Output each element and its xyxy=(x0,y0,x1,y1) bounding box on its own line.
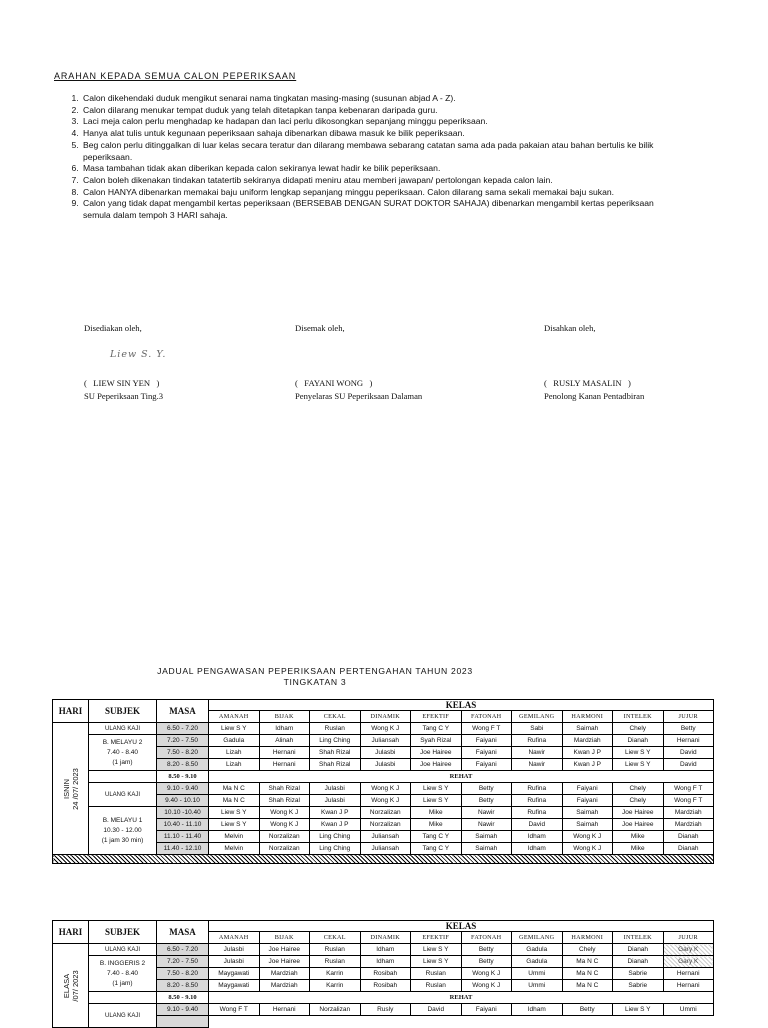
invigilator-cell: Mike xyxy=(411,819,462,831)
invigilator-cell: Dianah xyxy=(613,944,664,956)
invigilator-cell: Liew S Y xyxy=(613,759,664,771)
invigilator-cell: Shah Rizal xyxy=(259,783,310,795)
invigilator-cell: Joe Hairee xyxy=(411,759,462,771)
invigilator-cell: Joe Hairee xyxy=(259,944,310,956)
invigilator-cell: Faiyani xyxy=(562,783,613,795)
subjek-header: SUBJEK xyxy=(89,700,157,723)
invigilator-cell: David xyxy=(411,1004,462,1016)
invigilator-cell: Sabrie xyxy=(613,980,664,992)
invigilator-cell: Julasbi xyxy=(360,759,411,771)
invigilator-cell: Norzalizan xyxy=(360,819,411,831)
invigilator-cell: Kwan J P xyxy=(562,759,613,771)
time-slot xyxy=(157,1016,209,1028)
time-slot: 7.20 - 7.50 xyxy=(157,735,209,747)
instructions-heading: ARAHAN KEPADA SEMUA CALON PEPERIKSAAN xyxy=(54,71,297,81)
invigilator-cell: Faiyani xyxy=(562,795,613,807)
class-header-bijak: BIJAK xyxy=(259,932,310,944)
invigilator-cell: Ummi xyxy=(512,968,563,980)
invigilator-cell: Alinah xyxy=(259,735,310,747)
invigilator-cell: Mardziah xyxy=(663,819,714,831)
prepared-by-name: ( LIEW SIN YEN ) xyxy=(84,378,160,388)
invigilator-cell: Shah Rizal xyxy=(310,747,361,759)
day-name: ISNIN xyxy=(61,778,71,799)
masa-header: MASA xyxy=(157,921,209,944)
invigilator-cell: Rosibah xyxy=(360,980,411,992)
invigilator-cell: Gadula xyxy=(209,735,260,747)
instruction-item: 6. Masa tambahan tidak akan diberikan kepada calon sekiranya lewat hadir ke bilik peperiksaan. xyxy=(81,163,661,175)
class-header-gemilang: GEMILANG xyxy=(512,711,563,723)
invigilator-cell: Tang C Y xyxy=(411,831,462,843)
invigilator-cell: Liew S Y xyxy=(209,807,260,819)
invigilator-cell: Idham xyxy=(512,831,563,843)
invigilator-cell: Norzalizan xyxy=(310,1004,361,1016)
invigilator-cell: Wong K J xyxy=(360,783,411,795)
schedule-table-day2 xyxy=(52,920,714,1028)
invigilator-cell: Betty xyxy=(461,795,512,807)
invigilator-cell: Kwan J P xyxy=(310,807,361,819)
hatched-divider xyxy=(53,855,714,864)
checked-by-role: Penyelaras SU Peperiksaan Dalaman xyxy=(295,391,423,401)
invigilator-cell: Hernani xyxy=(259,759,310,771)
invigilator-cell: Lizah xyxy=(209,759,260,771)
time-slot: 8.20 - 8.50 xyxy=(157,759,209,771)
time-slot: 10.40 - 11.10 xyxy=(157,819,209,831)
day-date: /07/ 2023 xyxy=(70,969,80,1002)
invigilator-cell: Betty xyxy=(461,783,512,795)
class-header-bijak: BIJAK xyxy=(259,711,310,723)
invigilator-cell: Melvin xyxy=(209,843,260,855)
class-header-jujur: JUJUR xyxy=(663,711,714,723)
invigilator-cell: Saimah xyxy=(562,819,613,831)
approved-by-label: Disahkan oleh, xyxy=(544,323,596,333)
invigilator-cell: Juliansah xyxy=(360,735,411,747)
class-header-intelek: INTELEK xyxy=(613,932,664,944)
subject-cell: B. INGGERIS 2 7.40 - 8.40 (1 jam) xyxy=(89,956,157,992)
invigilator-cell: Liew S Y xyxy=(411,783,462,795)
invigilator-cell: Syah Rizal xyxy=(411,735,462,747)
time-slot: 11.10 - 11.40 xyxy=(157,831,209,843)
class-header-efektif: EFEKTIF xyxy=(411,932,462,944)
invigilator-cell: Idham xyxy=(259,723,310,735)
checked-by-label: Disemak oleh, xyxy=(295,323,345,333)
invigilator-cell: Liew S Y xyxy=(411,944,462,956)
invigilator-cell: Ma N C xyxy=(209,795,260,807)
invigilator-cell: Joe Hairee xyxy=(259,956,310,968)
invigilator-cell: Rufina xyxy=(512,783,563,795)
schedule-title: JADUAL PENGAWASAN PEPERIKSAAN PERTENGAHAN TAHUN 2023 xyxy=(157,666,473,676)
time-slot: 9.40 - 10.10 xyxy=(157,795,209,807)
invigilator-cell: Tang C Y xyxy=(411,723,462,735)
kelas-header: KELAS xyxy=(209,700,714,711)
invigilator-cell: Ruslan xyxy=(310,723,361,735)
invigilator-cell: Rufina xyxy=(512,735,563,747)
subject-cell-empty xyxy=(89,992,157,1004)
invigilator-cell: Juliansah xyxy=(360,831,411,843)
instruction-item: 5. Beg calon perlu ditinggalkan di luar kelas secara teratur dan dilarang membawa sebarang catatan sama ada pada pakaian atau bahan bertulis ke bilik peperiksaan. xyxy=(81,140,661,163)
instruction-item: 2. Calon dilarang menukar tempat duduk yang telah ditetapkan tanpa kebenaran daripada guru. xyxy=(81,105,661,117)
prepared-by-role: SU Peperiksaan Ting.3 xyxy=(84,391,164,401)
invigilator-cell: Ling Ching xyxy=(310,831,361,843)
subject-cell: B. MELAYU 1 10.30 - 12.00 (1 jam 30 min) xyxy=(89,807,157,855)
invigilator-cell: Mike xyxy=(613,843,664,855)
masa-header: MASA xyxy=(157,700,209,723)
invigilator-cell: Liew S Y xyxy=(209,819,260,831)
subject-cell: ULANG KAJI xyxy=(89,783,157,807)
invigilator-cell: Karrin xyxy=(310,980,361,992)
invigilator-cell: Joe Hairee xyxy=(411,747,462,759)
invigilator-cell: Wong K J xyxy=(360,723,411,735)
invigilator-cell: Wong K J xyxy=(259,819,310,831)
class-header-dinamik: DINAMIK xyxy=(360,711,411,723)
invigilator-cell: David xyxy=(663,759,714,771)
invigilator-cell: Wong F T xyxy=(209,1004,260,1016)
invigilator-cell: Liew S Y xyxy=(613,1004,664,1016)
invigilator-cell: Rosibah xyxy=(360,968,411,980)
time-slot: 9.10 - 9.40 xyxy=(157,1004,209,1016)
instruction-item: 1. Calon dikehendaki duduk mengikut senarai nama tingkatan masing-masing (susunan abjad A - Z). xyxy=(81,93,661,105)
invigilator-cell: Ruslan xyxy=(411,968,462,980)
invigilator-cell: Rufina xyxy=(512,807,563,819)
time-slot: 10.10 -10.40 xyxy=(157,807,209,819)
invigilator-cell: Hernani xyxy=(259,1004,310,1016)
invigilator-cell: Chely xyxy=(613,795,664,807)
invigilator-cell: Nawir xyxy=(461,819,512,831)
invigilator-cell: Mardziah xyxy=(663,807,714,819)
instruction-item: 3. Laci meja calon perlu menghadap ke hadapan dan laci perlu dikosongkan sepanjang minggu peperiksaan. xyxy=(81,116,661,128)
invigilator-cell: Julasbi xyxy=(360,747,411,759)
class-header-fatonah: FATONAH xyxy=(461,932,512,944)
invigilator-cell: Dianah xyxy=(663,831,714,843)
invigilator-cell: Maygawati xyxy=(209,968,260,980)
invigilator-cell: Idham xyxy=(512,843,563,855)
invigilator-cell: Sabrie xyxy=(613,968,664,980)
break-time: 8.50 - 9.10 xyxy=(157,771,209,783)
invigilator-cell: Wong F T xyxy=(663,795,714,807)
invigilator-cell: Ruslan xyxy=(411,980,462,992)
invigilator-cell: Saimah xyxy=(562,807,613,819)
invigilator-cell: Liew S Y xyxy=(411,956,462,968)
class-header-gemilang: GEMILANG xyxy=(512,932,563,944)
time-slot: 6.50 - 7.20 xyxy=(157,944,209,956)
invigilator-cell: Betty xyxy=(562,1004,613,1016)
invigilator-cell: Ummi xyxy=(512,980,563,992)
invigilator-cell: Rusly xyxy=(360,1004,411,1016)
subject-cell: ULANG KAJI xyxy=(89,723,157,735)
invigilator-cell: Rufina xyxy=(512,795,563,807)
invigilator-cell: Liew S Y xyxy=(613,747,664,759)
time-slot: 9.10 - 9.40 xyxy=(157,783,209,795)
invigilator-cell: Chely xyxy=(613,783,664,795)
schedule-table-day1 xyxy=(52,699,714,864)
subjek-header: SUBJEK xyxy=(89,921,157,944)
time-slot: 6.50 - 7.20 xyxy=(157,723,209,735)
invigilator-cell: Idham xyxy=(512,1004,563,1016)
subject-cell: B. MELAYU 2 7.40 - 8.40 (1 jam) xyxy=(89,735,157,771)
prepared-by-label: Disediakan oleh, xyxy=(84,323,142,333)
class-header-fatonah: FATONAH xyxy=(461,711,512,723)
invigilator-cell: Hernani xyxy=(663,980,714,992)
time-slot: 7.20 - 7.50 xyxy=(157,956,209,968)
hari-header: HARI xyxy=(53,921,89,944)
invigilator-cell: Mardziah xyxy=(259,980,310,992)
instruction-item: 8. Calon HANYA dibenarkan memakai baju uniform lengkap sepanjang minggu peperiksaan. Calon dilarang sama sekali memakai baju sukan. xyxy=(81,187,661,199)
invigilator-cell: Sabi xyxy=(512,723,563,735)
invigilator-cell: Dianah xyxy=(613,956,664,968)
invigilator-cell: Hernani xyxy=(259,747,310,759)
invigilator-cell: Betty xyxy=(461,956,512,968)
class-header-efektif: EFEKTIF xyxy=(411,711,462,723)
invigilator-cell: Wong K J xyxy=(562,843,613,855)
invigilator-cell: Kwan J P xyxy=(310,819,361,831)
break-time: 8.50 - 9.10 xyxy=(157,992,209,1004)
invigilator-cell: Ma N C xyxy=(209,783,260,795)
day-cell xyxy=(53,723,89,855)
invigilator-cell: Nawir xyxy=(461,807,512,819)
instruction-item: 9. Calon yang tidak dapat mengambil kertas peperiksaan (BERSEBAB DENGAN SURAT DOKTOR SAHAJA) dibenarkan mengambil kertas peperiksaan semula dalam tempoh 3 HARI sahaja. xyxy=(81,198,661,221)
invigilator-cell: Hernani xyxy=(663,735,714,747)
invigilator-cell: Gadula xyxy=(512,944,563,956)
invigilator-cell: Wong K J xyxy=(259,807,310,819)
invigilator-cell: Dianah xyxy=(613,735,664,747)
invigilator-cell: Joe Hairee xyxy=(613,807,664,819)
invigilator-cell: Faiyani xyxy=(461,747,512,759)
invigilator-cell: Wong K J xyxy=(461,980,512,992)
instructions-list xyxy=(64,93,661,222)
class-header-cekal: CEKAL xyxy=(310,711,361,723)
invigilator-cell: Ruslan xyxy=(310,956,361,968)
invigilator-cell: Nawir xyxy=(512,759,563,771)
instruction-item: 7. Calon boleh dikenakan tindakan tatatertib sekiranya didapati meniru atau memberi jawapan/ pertolongan kepada calon lain. xyxy=(81,175,661,187)
invigilator-cell: Nawir xyxy=(512,747,563,759)
invigilator-cell: Mike xyxy=(613,831,664,843)
invigilator-cell: Saimah xyxy=(562,723,613,735)
invigilator-cell: Norzalizan xyxy=(360,807,411,819)
kelas-header: KELAS xyxy=(209,921,714,932)
invigilator-cell: Ruslan xyxy=(310,944,361,956)
approved-by-name: ( RUSLY MASALIN ) xyxy=(544,378,631,388)
invigilator-cell: Ummi xyxy=(663,1004,714,1016)
time-slot: 11.40 - 12.10 xyxy=(157,843,209,855)
break-label: REHAT xyxy=(209,771,714,783)
invigilator-cell: Maygawati xyxy=(209,980,260,992)
approved-by-role: Penolong Kanan Pentadbiran xyxy=(544,391,645,401)
handwritten-signature: Liew S. Y. xyxy=(110,349,167,360)
invigilator-cell: Idham xyxy=(360,944,411,956)
invigilator-cell: Karrin xyxy=(310,968,361,980)
invigilator-cell: Shah Rizal xyxy=(310,759,361,771)
time-slot: 8.20 - 8.50 xyxy=(157,980,209,992)
invigilator-cell: Wong F T xyxy=(461,723,512,735)
time-slot: 7.50 - 8.20 xyxy=(157,747,209,759)
invigilator-cell: Julasbi xyxy=(310,783,361,795)
invigilator-cell: Wong K J xyxy=(461,968,512,980)
subject-cell: ULANG KAJI xyxy=(89,1004,157,1028)
invigilator-cell: Faiyani xyxy=(461,759,512,771)
invigilator-cell: Melvin xyxy=(209,831,260,843)
subject-cell-empty xyxy=(89,771,157,783)
invigilator-cell: Joe Hairee xyxy=(613,819,664,831)
invigilator-cell: Gadula xyxy=(512,956,563,968)
invigilator-cell: Betty xyxy=(663,723,714,735)
invigilator-cell: Ma N C xyxy=(562,968,613,980)
break-label: REHAT xyxy=(209,992,714,1004)
invigilator-cell: Ling Ching xyxy=(310,735,361,747)
class-header-intelek: INTELEK xyxy=(613,711,664,723)
invigilator-cell: Saimah xyxy=(461,831,512,843)
invigilator-cell: Hernani xyxy=(663,968,714,980)
subject-cell: ULANG KAJI xyxy=(89,944,157,956)
invigilator-cell: Dianah xyxy=(663,843,714,855)
invigilator-cell: Faiyani xyxy=(461,735,512,747)
invigilator-cell: Chely xyxy=(562,944,613,956)
hari-header: HARI xyxy=(53,700,89,723)
day-cell xyxy=(53,944,89,1028)
invigilator-cell: Julasbi xyxy=(209,956,260,968)
invigilator-cell: Gary K xyxy=(663,956,714,968)
schedule-subtitle: TINGKATAN 3 xyxy=(283,677,347,687)
invigilator-cell: David xyxy=(512,819,563,831)
invigilator-cell: Ma N C xyxy=(562,980,613,992)
class-header-amanah: AMANAH xyxy=(209,711,260,723)
day-name: ELASA xyxy=(61,973,71,998)
invigilator-cell: Wong K J xyxy=(360,795,411,807)
class-header-jujur: JUJUR xyxy=(663,932,714,944)
invigilator-cell: Saimah xyxy=(461,843,512,855)
invigilator-cell: Juliansah xyxy=(360,843,411,855)
invigilator-cell: Ma N C xyxy=(562,956,613,968)
invigilator-cell: Tang C Y xyxy=(411,843,462,855)
invigilator-cell: Liew S Y xyxy=(209,723,260,735)
invigilator-cell: Idham xyxy=(360,956,411,968)
invigilator-cell: Kwan J P xyxy=(562,747,613,759)
invigilator-cell: Julasbi xyxy=(209,944,260,956)
instruction-item: 4. Hanya alat tulis untuk kegunaan peperiksaan sahaja dibenarkan dibawa masuk ke bilik peperiksaan. xyxy=(81,128,661,140)
invigilator-cell: Norzalizan xyxy=(259,831,310,843)
class-header-harmoni: HARMONI xyxy=(562,711,613,723)
class-header-cekal: CEKAL xyxy=(310,932,361,944)
invigilator-cell: Mardziah xyxy=(562,735,613,747)
invigilator-cell: Mike xyxy=(411,807,462,819)
invigilator-cell: Mardziah xyxy=(259,968,310,980)
invigilator-cell: Norzalizan xyxy=(259,843,310,855)
day-date: 24 /07/ 2023 xyxy=(70,767,80,810)
invigilator-cell: Betty xyxy=(461,944,512,956)
time-slot: 7.50 - 8.20 xyxy=(157,968,209,980)
class-header-dinamik: DINAMIK xyxy=(360,932,411,944)
invigilator-cell: David xyxy=(663,747,714,759)
checked-by-name: ( FAYANI WONG ) xyxy=(295,378,373,388)
invigilator-cell: Lizah xyxy=(209,747,260,759)
invigilator-cell: Wong F T xyxy=(663,783,714,795)
invigilator-cell: Gary K xyxy=(663,944,714,956)
invigilator-cell: Ling Ching xyxy=(310,843,361,855)
invigilator-cell: Wong K J xyxy=(562,831,613,843)
invigilator-cell: Faiyani xyxy=(461,1004,512,1016)
class-header-harmoni: HARMONI xyxy=(562,932,613,944)
class-header-amanah: AMANAH xyxy=(209,932,260,944)
invigilator-cell: Shah Rizal xyxy=(259,795,310,807)
invigilator-cell: Chely xyxy=(613,723,664,735)
invigilator-cell: Julasbi xyxy=(310,795,361,807)
invigilator-cell: Liew S Y xyxy=(411,795,462,807)
